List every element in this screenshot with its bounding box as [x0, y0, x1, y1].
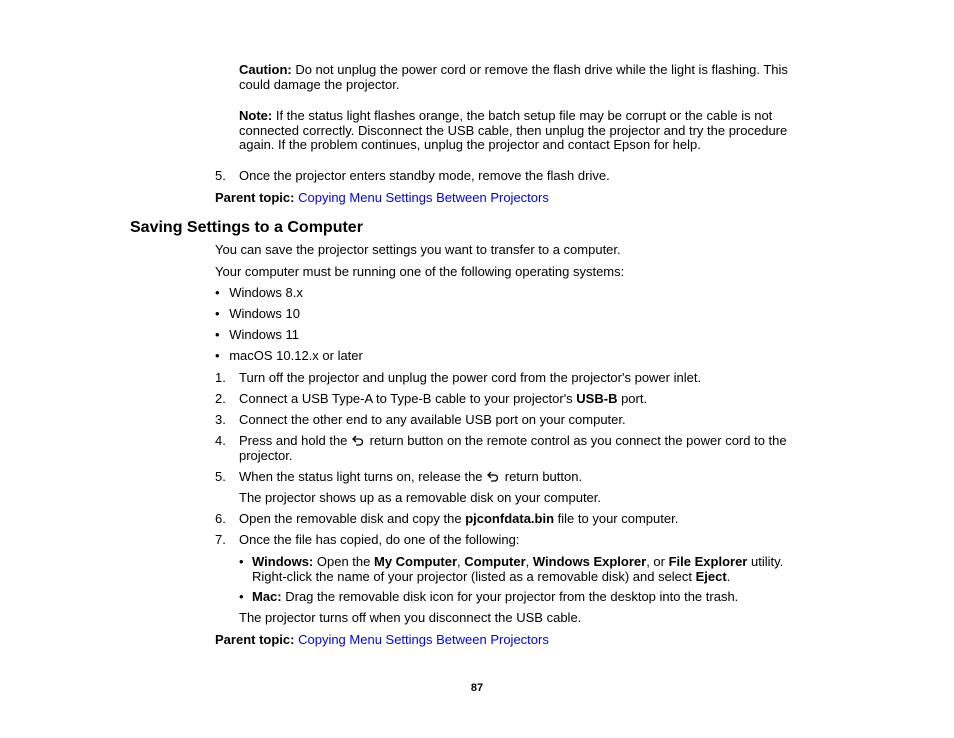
bullet: • — [215, 306, 220, 321]
step-number: 2. — [215, 391, 226, 406]
ui-term: Eject — [695, 568, 727, 584]
sub-item-text: . — [726, 568, 731, 584]
step-number: 1. — [215, 370, 226, 385]
intro-text-2: Your computer must be running one of the following operating systems: — [215, 264, 625, 279]
file-name: pjconfdata.bin — [465, 511, 555, 526]
note-text-1: If the status light flashes orange, the batch setup file may be corrupt or the cable is not — [272, 108, 773, 123]
step-number: 7. — [215, 532, 226, 547]
step-number: 5. — [215, 168, 226, 183]
note-block — [239, 109, 787, 153]
sub-item-text: Open the — [313, 554, 374, 569]
note-text-2: connected correctly. Disconnect the USB cable, then unplug the projector and try the procedure — [239, 122, 788, 138]
step-text: Connect the other end to any available USB port on your computer. — [239, 412, 626, 427]
list-item — [215, 349, 363, 364]
step-6 — [215, 512, 815, 527]
caution-text-2: could damage the projector. — [239, 76, 400, 92]
ui-term: Computer — [464, 554, 526, 569]
page-number: 87 — [470, 682, 484, 694]
note-text-3: again. If the problem continues, unplug the projector and contact Epson for help. — [239, 137, 701, 152]
port-name: USB-B — [576, 391, 618, 406]
sub-item-text: , — [457, 554, 465, 569]
step-text: When the status light turns on, release the — [239, 469, 487, 484]
step-number: 5. — [215, 469, 226, 484]
return-icon — [487, 471, 499, 482]
step-text: Press and hold the — [239, 433, 352, 448]
step-7 — [215, 533, 815, 548]
bullet: • — [239, 589, 244, 604]
bullet: • — [215, 285, 220, 300]
sub-item-text: utility. — [747, 554, 784, 569]
step-text: Turn off the projector and unplug the power cord from the projector's power inlet. — [239, 370, 702, 385]
sub-item-text: Drag the removable disk icon for your projector from the desktop into the trash. — [281, 589, 739, 604]
os-item-label: Windows 10 — [229, 306, 300, 321]
step-2 — [215, 392, 815, 407]
return-icon — [352, 435, 364, 446]
step-text: return button on the remote control as you connect the power cord to the — [366, 433, 787, 448]
step-text: file to your computer. — [554, 511, 679, 526]
bullet: • — [215, 327, 220, 342]
step-text: projector. — [239, 447, 293, 463]
step-5 — [215, 470, 815, 485]
step-text: Once the projector enters standby mode, remove the flash drive. — [239, 168, 610, 183]
list-item — [215, 307, 300, 322]
sub-item-text: Right-click the name of your projector (listed as a removable disk) and select — [252, 568, 696, 584]
parent-topic-label: Parent topic: — [215, 190, 295, 205]
sub-item-text: , or — [646, 554, 669, 569]
list-item — [215, 286, 303, 301]
step-number: 4. — [215, 433, 226, 448]
list-item — [215, 328, 299, 343]
ui-term: My Computer — [373, 554, 458, 569]
step-text: Connect a USB Type-A to Type-B cable to your projector's — [239, 391, 577, 406]
windows-label: Windows: — [252, 554, 314, 569]
sub-item-mac — [239, 590, 809, 605]
os-item-label: Windows 8.x — [229, 285, 303, 300]
step-text: Once the file has copied, do one of the following: — [239, 532, 520, 547]
caution-block — [239, 63, 788, 92]
section-heading: Saving Settings to a Computer — [130, 219, 363, 236]
os-item-label: Windows 11 — [229, 327, 300, 342]
step-text: port. — [617, 391, 648, 406]
intro-text-1: You can save the projector settings you want to transfer to a computer. — [215, 242, 621, 257]
step-4 — [215, 434, 815, 463]
step-number: 6. — [215, 511, 226, 526]
parent-topic-label: Parent topic: — [215, 632, 295, 647]
note-label: Note: — [239, 108, 273, 123]
step-text: Open the removable disk and copy the — [239, 511, 466, 526]
step-3 — [215, 413, 815, 428]
step-1 — [215, 371, 815, 386]
os-item-label: macOS 10.12.x or later — [229, 348, 363, 363]
step-text: return button. — [501, 469, 583, 484]
parent-topic-2 — [215, 633, 549, 648]
mac-label: Mac: — [252, 589, 282, 604]
parent-topic-link[interactable]: Copying Menu Settings Between Projectors — [298, 190, 549, 205]
caution-text-1: Do not unplug the power cord or remove the flash drive while the light is flashing. This — [291, 62, 788, 77]
sub-item-text: , — [525, 554, 533, 569]
caution-label: Caution: — [239, 62, 292, 77]
step-number: 3. — [215, 412, 226, 427]
sub-item-windows — [239, 555, 809, 584]
parent-topic-1 — [215, 191, 549, 206]
bullet: • — [239, 554, 244, 569]
ui-term: Windows Explorer — [532, 554, 647, 569]
parent-topic-link[interactable]: Copying Menu Settings Between Projectors — [298, 632, 549, 647]
step-5-result: The projector shows up as a removable disk on your computer. — [239, 490, 602, 505]
step-5-previous — [215, 169, 815, 184]
bullet: • — [215, 348, 220, 363]
ui-term: File Explorer — [668, 554, 748, 569]
after-steps-text: The projector turns off when you disconnect the USB cable. — [239, 610, 582, 625]
